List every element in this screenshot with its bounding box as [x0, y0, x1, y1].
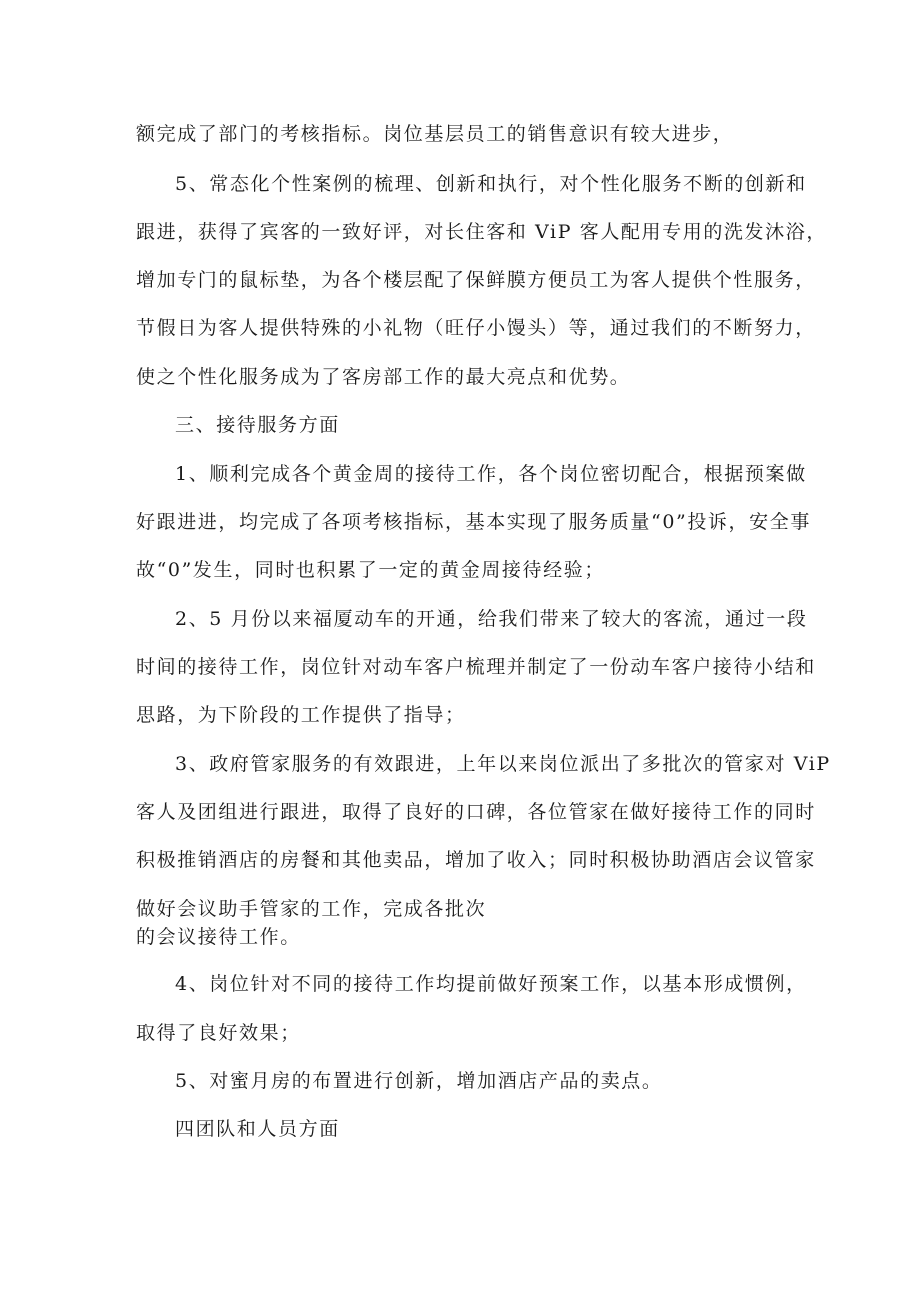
- section-heading: 三、接待服务方面: [175, 414, 340, 436]
- text-line: 额完成了部门的考核指标。岗位基层员工的销售意识有较大进步，: [136, 123, 734, 145]
- text-line: 4、岗位针对不同的接待工作均提前做好预案工作，以基本形成惯例，: [175, 973, 807, 995]
- text-line: 跟进，获得了宾客的一致好评，对长住客和 ViP 客人配用专用的洗发沐浴，: [136, 221, 827, 243]
- text-line: 积极推销酒店的房餐和其他卖品，增加了收入；同时积极协助酒店会议管家: [136, 849, 816, 871]
- text-line: 节假日为客人提供特殊的小礼物（旺仔小馒头）等，通过我们的不断努力，: [136, 317, 816, 339]
- text-line: 使之个性化服务成为了客房部工作的最大亮点和优势。: [136, 366, 631, 388]
- text-line: 时间的接待工作，岗位针对动车客户梳理并制定了一份动车客户接待小结和: [136, 656, 816, 678]
- text-line: 客人及团组进行跟进，取得了良好的口碑，各位管家在做好接待工作的同时: [136, 801, 816, 823]
- text-line: 3、政府管家服务的有效跟进，上年以来岗位派出了多批次的管家对 ViP: [175, 753, 831, 775]
- section-heading: 四团队和人员方面: [175, 1118, 340, 1140]
- text-line: 5、对蜜月房的布置进行创新，增加酒店产品的卖点。: [175, 1070, 663, 1092]
- text-line: 思路，为下阶段的工作提供了指导；: [136, 704, 466, 726]
- text-line: 做好会议助手管家的工作，完成各批次: [136, 898, 487, 920]
- text-line: 2、5 月份以来福厦动车的开通，给我们带来了较大的客流，通过一段: [175, 608, 808, 630]
- text-line: 取得了良好效果；: [136, 1022, 301, 1044]
- text-line: 故“0”发生，同时也积累了一定的黄金周接待经验；: [136, 559, 605, 581]
- text-line: 1、顺利完成各个黄金周的接待工作，各个岗位密切配合，根据预案做: [175, 463, 807, 485]
- text-line: 的会议接待工作。: [136, 926, 301, 948]
- text-line: 5、常态化个性案例的梳理、创新和执行，对个性化服务不断的创新和: [175, 173, 807, 195]
- text-line: 好跟进进，均完成了各项考核指标，基本实现了服务质量“0”投诉，安全事: [136, 511, 811, 533]
- text-line: 增加专门的鼠标垫，为各个楼层配了保鲜膜方便员工为客人提供个性服务，: [136, 269, 816, 291]
